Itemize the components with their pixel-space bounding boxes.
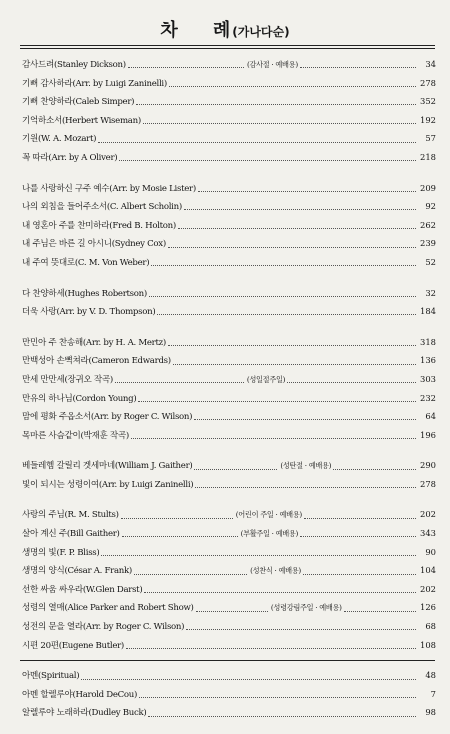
entry-title: 알렐루야 노래하라(Dudley Buck) xyxy=(22,708,147,719)
entry-page: 57 xyxy=(425,133,436,144)
toc-entry[interactable] xyxy=(22,55,436,74)
entry-title: 아멘 할렐루야(Harold DeCou) xyxy=(22,689,138,700)
entry-title: 생명의 양식(César A. Frank) xyxy=(22,566,132,577)
entry-note: (부활주일 · 예배용) xyxy=(240,529,299,539)
entry-note: (성탄절 · 예배용) xyxy=(280,461,332,471)
top-rule-thin xyxy=(20,48,435,49)
entry-title: 만세 만만세(장귀오 작곡) xyxy=(22,374,113,385)
dot-leader xyxy=(304,517,416,519)
entry-page: 343 xyxy=(420,528,436,539)
dot-leader xyxy=(143,122,416,124)
dot-leader xyxy=(168,344,416,346)
dot-leader xyxy=(121,517,233,519)
entry-note: (감사절 · 예배용) xyxy=(247,60,298,69)
dot-leader xyxy=(81,678,416,680)
toc-entry[interactable] xyxy=(22,426,436,445)
toc-entry[interactable] xyxy=(22,216,436,235)
entry-note: (성일절주일) xyxy=(246,374,286,384)
toc-entry[interactable] xyxy=(22,580,436,599)
top-rule xyxy=(20,45,435,46)
entry-title: 감사드려(Stanley Dickson) xyxy=(22,60,126,70)
entry-page: 34 xyxy=(425,59,436,69)
entry-page: 7 xyxy=(430,688,436,699)
entry-note: (어린이 주일 · 예배용) xyxy=(235,510,302,520)
toc-entry[interactable] xyxy=(22,524,436,543)
dot-leader xyxy=(300,66,416,68)
toc-entry[interactable] xyxy=(22,636,436,655)
entry-title: 내 영혼아 주를 찬미하라(Fred B. Holton) xyxy=(22,220,176,231)
entry-page: 136 xyxy=(420,355,436,366)
toc-entry[interactable] xyxy=(22,179,436,198)
entry-title: 내 주여 뜻대로(C. M. Von Weber) xyxy=(22,257,150,268)
dot-leader xyxy=(198,190,416,192)
entry-title: 꼭 따라(Arr. by A Oliver) xyxy=(22,152,118,163)
dot-leader xyxy=(178,227,416,229)
dot-leader xyxy=(134,573,247,575)
entry-title: 기뻐 찬양하라(Caleb Simper) xyxy=(22,97,135,108)
entry-title: 아멘(Spiritual) xyxy=(22,671,80,682)
dot-leader xyxy=(149,295,416,297)
toc-entry[interactable] xyxy=(22,407,436,426)
dot-leader xyxy=(173,363,416,365)
entry-title: 맘에 평화 주옵소서(Arr. by Roger C. Wilson) xyxy=(22,412,193,423)
entry-page: 32 xyxy=(425,287,436,298)
toc-entry[interactable] xyxy=(22,703,436,722)
entry-page: 64 xyxy=(425,411,436,422)
entry-page: 196 xyxy=(420,429,436,440)
page-title xyxy=(0,16,450,42)
dot-leader xyxy=(122,535,238,537)
toc-entry[interactable] xyxy=(22,685,436,704)
entry-page: 90 xyxy=(425,546,436,557)
entry-page: 48 xyxy=(425,670,436,681)
entry-title: 기원(W. A. Mozart) xyxy=(22,134,97,145)
toc-entry[interactable] xyxy=(22,666,436,685)
dot-leader xyxy=(144,591,416,593)
entry-title: 성령의 열매(Alice Parker and Robert Show) xyxy=(22,603,194,614)
toc-entry[interactable] xyxy=(22,253,436,272)
dot-leader xyxy=(186,628,416,630)
toc-entry[interactable] xyxy=(22,234,436,253)
dot-leader xyxy=(195,486,416,488)
entry-title: 빛이 되시는 성령이여(Arr. by Luigi Zaninelli) xyxy=(22,479,194,490)
entry-page: 202 xyxy=(420,583,436,594)
entry-title: 나를 사랑하신 구주 예수(Arr. by Mosie Lister) xyxy=(22,183,196,194)
entry-page: 290 xyxy=(420,460,436,471)
dot-leader xyxy=(148,715,416,717)
dot-leader xyxy=(136,103,416,105)
toc-group xyxy=(22,284,436,321)
toc-entry[interactable] xyxy=(22,505,436,524)
dot-leader xyxy=(151,264,416,266)
entry-page: 352 xyxy=(420,96,436,107)
dot-leader xyxy=(115,381,244,383)
dot-leader xyxy=(131,437,416,439)
dot-leader xyxy=(196,610,268,612)
title-text: 차 례 xyxy=(160,20,233,41)
entry-page: 303 xyxy=(420,373,436,384)
entry-title: 만민아 주 찬송해(Arr. by H. A. Mertz) xyxy=(22,337,166,348)
entry-page: 184 xyxy=(420,306,436,317)
dot-leader xyxy=(128,66,244,68)
toc-group xyxy=(22,666,436,722)
toc-entry[interactable] xyxy=(22,617,436,636)
entry-page: 218 xyxy=(420,151,436,162)
entry-title: 내 주님은 바른 길 아시니(Sydney Cox) xyxy=(22,239,166,250)
entry-page: 318 xyxy=(420,336,436,347)
dot-leader xyxy=(303,573,416,575)
entry-page: 92 xyxy=(425,201,436,212)
entry-title: 기뻐 감사하라(Arr. by Luigi Zaninelli) xyxy=(22,78,167,89)
toc-entry[interactable] xyxy=(22,370,436,389)
toc-entry[interactable] xyxy=(22,92,436,111)
dot-leader xyxy=(169,85,416,87)
entry-title: 선한 싸움 싸우라(W.Glen Darst) xyxy=(22,584,143,595)
entry-title: 나의 외침을 들어주소서(C. Albert Scholin) xyxy=(22,202,182,213)
toc-entry[interactable] xyxy=(22,561,436,580)
entry-title: 다 찬양하세(Hughes Robertson) xyxy=(22,288,147,299)
dot-leader xyxy=(194,418,416,420)
entry-title: 더욱 사랑(Arr. by V. D. Thompson) xyxy=(22,307,156,318)
entry-page: 98 xyxy=(425,707,436,718)
dot-leader xyxy=(184,208,416,210)
dot-leader xyxy=(344,610,416,612)
toc-group xyxy=(22,333,436,445)
toc-group xyxy=(22,505,436,654)
entry-page: 68 xyxy=(425,621,436,632)
entry-title: 성전의 문을 열라(Arr. by Roger C. Wilson) xyxy=(22,622,185,633)
entry-title: 살아 계신 주(Bill Gaither) xyxy=(22,529,120,540)
entry-title: 기억하소서(Herbert Wiseman) xyxy=(22,115,141,126)
dot-leader xyxy=(168,246,416,248)
toc-entry[interactable] xyxy=(22,148,436,167)
entry-page: 192 xyxy=(420,114,436,125)
dot-leader xyxy=(287,381,416,383)
entry-page: 202 xyxy=(420,509,436,520)
entry-page: 232 xyxy=(420,392,436,403)
bottom-rule xyxy=(20,660,435,661)
toc-entry[interactable] xyxy=(22,302,436,321)
entry-page: 278 xyxy=(420,478,436,489)
entry-title: 시편 20편(Eugene Butler) xyxy=(22,640,124,651)
entry-page: 104 xyxy=(420,565,436,576)
toc-entry[interactable] xyxy=(22,351,436,370)
title-subtitle: (가나다순) xyxy=(232,25,290,39)
toc-entry[interactable] xyxy=(22,284,436,303)
entry-note: (성령강림주일 · 예배용) xyxy=(270,603,342,613)
toc-group xyxy=(22,55,436,167)
entry-title: 목마른 사슴같이(박재훈 작곡) xyxy=(22,430,129,441)
dot-leader xyxy=(300,535,416,537)
dot-leader xyxy=(98,141,416,143)
dot-leader xyxy=(139,696,416,698)
entry-page: 52 xyxy=(425,256,436,267)
toc-entry[interactable] xyxy=(22,333,436,352)
toc-group xyxy=(22,179,436,272)
toc-entry[interactable] xyxy=(22,197,436,216)
toc-entry[interactable] xyxy=(22,389,436,408)
entry-title: 베들레헴 갈릴리 겟세마네(William J. Gaither) xyxy=(22,461,193,472)
toc-entry[interactable] xyxy=(22,456,436,475)
entry-note: (성찬식 · 예배용) xyxy=(250,566,301,576)
toc-list xyxy=(22,55,436,734)
toc-entry[interactable] xyxy=(22,111,436,130)
dot-leader xyxy=(194,468,277,470)
toc-entry[interactable] xyxy=(22,74,436,93)
entry-page: 278 xyxy=(420,77,436,88)
dot-leader xyxy=(157,313,416,315)
toc-entry[interactable] xyxy=(22,543,436,562)
entry-page: 262 xyxy=(420,219,436,230)
dot-leader xyxy=(333,468,416,470)
entry-page: 108 xyxy=(420,639,436,650)
toc-entry[interactable] xyxy=(22,598,436,617)
entry-title: 사랑의 주님(R. M. Stults) xyxy=(22,510,119,521)
toc-entry[interactable] xyxy=(22,129,436,148)
toc-entry[interactable] xyxy=(22,475,436,494)
dot-leader xyxy=(119,159,416,161)
entry-title: 만백성아 손뼉쳐라(Cameron Edwards) xyxy=(22,356,171,367)
toc-group xyxy=(22,456,436,493)
dot-leader xyxy=(138,400,416,402)
entry-page: 239 xyxy=(420,238,436,249)
dot-leader xyxy=(126,647,416,649)
entry-title: 만유의 하나님(Cordon Young) xyxy=(22,393,137,404)
dot-leader xyxy=(101,554,416,556)
entry-title: 생명의 빛(F. P. Bliss) xyxy=(22,547,100,558)
entry-page: 209 xyxy=(420,182,436,193)
entry-page: 126 xyxy=(420,602,436,613)
